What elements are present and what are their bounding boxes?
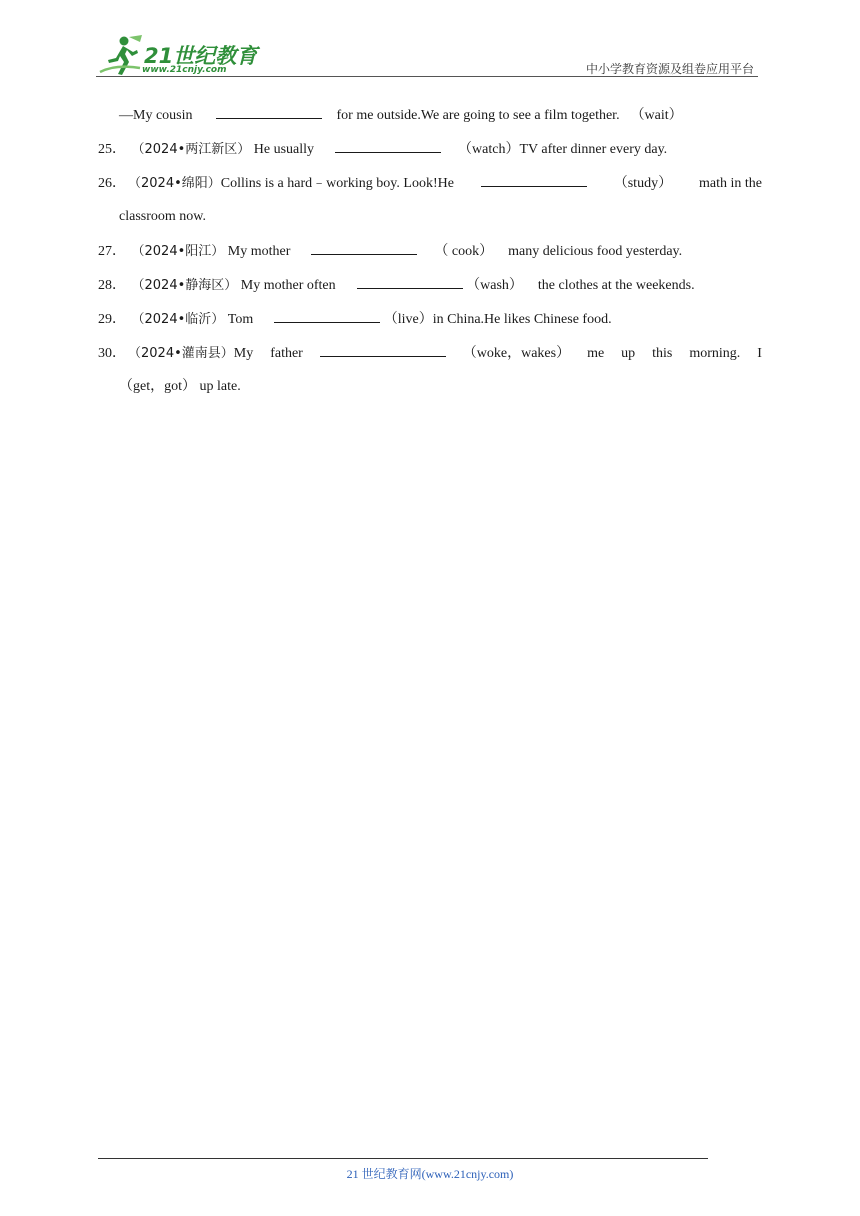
item-text: （live）in China.He likes Chinese food. (383, 312, 612, 327)
item-text: this (652, 346, 673, 361)
item-source: （2024•灌南县） (128, 346, 234, 361)
item-text: —My cousin (119, 108, 193, 123)
hint-word: （wash） (466, 278, 523, 293)
item-number: 29． (98, 312, 126, 327)
site-logo[interactable] (96, 34, 266, 78)
item-text: （watch）TV after dinner every day. (458, 142, 668, 157)
list-item (98, 341, 762, 375)
list-item-continuation (98, 375, 762, 409)
hint-word: （wait） (630, 108, 683, 123)
runner-logo-icon (96, 34, 144, 78)
item-text: me (587, 346, 605, 361)
item-text: My mother (227, 244, 291, 259)
list-item (98, 103, 762, 137)
logo-wordmark: 21世纪教育 (144, 44, 258, 68)
item-text: I (757, 346, 762, 361)
hint-word: （study） (613, 176, 673, 191)
answer-blank[interactable] (216, 103, 322, 119)
item-text: father (270, 346, 303, 361)
answer-blank[interactable] (274, 307, 380, 323)
item-number: 30． (98, 346, 126, 361)
item-number: 25． (98, 142, 126, 157)
item-text: Collins is a hard﹣working boy. Look!He (220, 176, 454, 191)
logo-url: www.21cnjy.com (142, 65, 227, 75)
answer-blank[interactable] (311, 239, 417, 255)
answer-blank[interactable] (335, 137, 441, 153)
item-source: （2024•静海区） (131, 278, 238, 293)
item-number: 27． (98, 244, 126, 259)
list-item (98, 307, 762, 341)
item-number: 26． (98, 176, 126, 191)
item-text: math in the (698, 176, 762, 191)
item-text: up (621, 346, 636, 361)
header-tagline: 中小学教育资源及组卷应用平台 (585, 62, 754, 76)
list-item (98, 239, 762, 273)
hint-word: （ cook） (434, 244, 494, 259)
item-text: classroom now. (119, 209, 206, 224)
item-number: 28． (98, 278, 126, 293)
hint-word: （woke，wakes） (462, 346, 571, 361)
list-item (98, 273, 762, 307)
list-item-continuation (98, 205, 762, 239)
answer-blank[interactable] (357, 273, 463, 289)
answer-blank[interactable] (320, 341, 446, 357)
exercise-list (98, 103, 762, 409)
answer-blank[interactable] (481, 171, 587, 187)
item-text: for me outside.We are going to see a film together. (336, 108, 620, 123)
footer-link[interactable]: 21 世纪教育网(www.21cnjy.com) (346, 1167, 514, 1181)
item-text: My mother often (240, 278, 336, 293)
item-source: （2024•临沂） (131, 312, 225, 327)
item-source: （2024•绵阳） (128, 176, 221, 191)
item-source: （2024•两江新区） (131, 142, 251, 157)
footer-divider (98, 1158, 708, 1159)
item-source: （2024•阳江） (131, 244, 225, 259)
item-text: Tom (227, 312, 254, 327)
page-header (96, 34, 758, 80)
item-text: morning. (689, 346, 741, 361)
item-text: the clothes at the weekends. (537, 278, 695, 293)
item-text: （get，got） up late. (119, 379, 241, 394)
list-item (98, 171, 762, 205)
header-divider (96, 76, 758, 77)
item-text: My (233, 346, 254, 361)
item-text: He usually (253, 142, 315, 157)
item-text: many delicious food yesterday. (508, 244, 683, 259)
list-item (98, 137, 762, 171)
